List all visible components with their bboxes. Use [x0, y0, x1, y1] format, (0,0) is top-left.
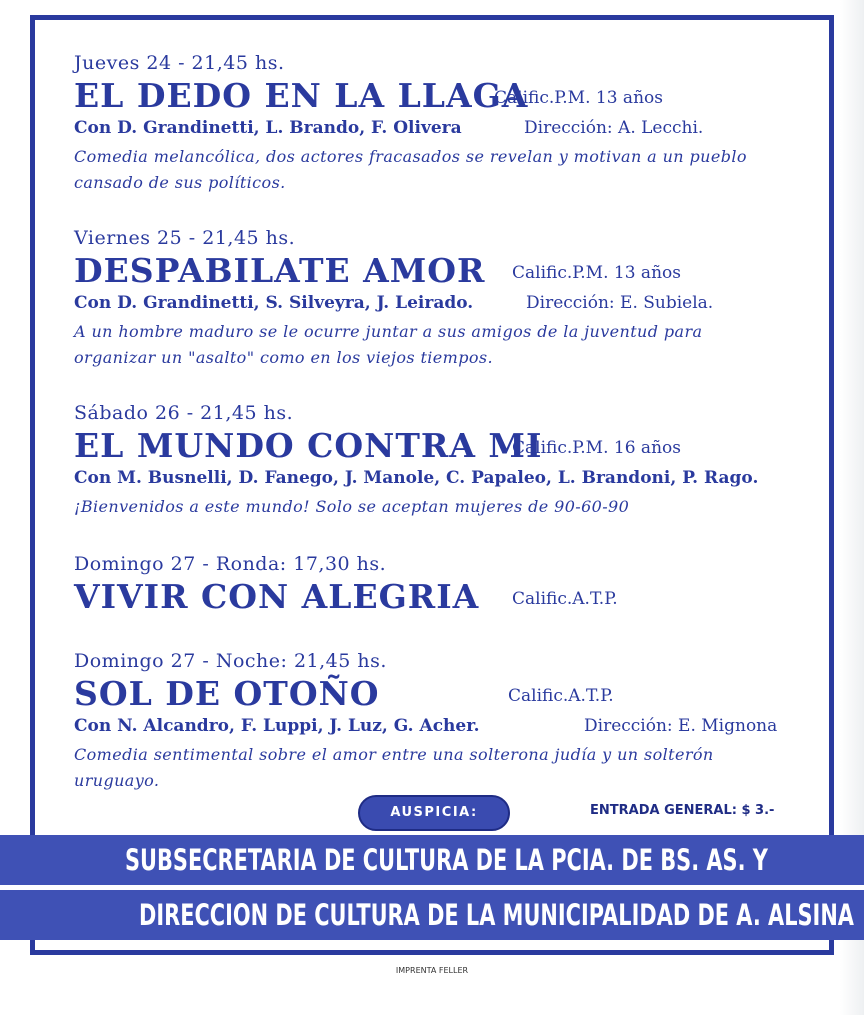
event-date: Domingo 27 - Noche: 21,45 hs.: [74, 650, 387, 672]
event-title: EL DEDO EN LA LLAGA: [74, 76, 529, 115]
event-date: Domingo 27 - Ronda: 17,30 hs.: [74, 553, 387, 575]
event-listing: [74, 650, 778, 794]
event-date: Sábado 26 - 21,45 hs.: [74, 402, 294, 424]
sponsor-band-top: [0, 835, 864, 885]
admission-price: ENTRADA GENERAL: $ 3.-: [590, 803, 775, 818]
event-title-row: [74, 424, 774, 468]
event-title: SOL DE OTOÑO: [74, 674, 380, 713]
event-title: DESPABILATE AMOR: [74, 251, 486, 290]
event-director: Dirección: E. Mignona: [584, 716, 778, 736]
event-listing: [74, 553, 618, 619]
sponsor-band-bottom: [0, 890, 864, 940]
event-director: Dirección: E. Subiela.: [526, 293, 714, 313]
event-description: ¡Bienvenidos a este mundo! Solo se aceptan mujeres de 90-60-90: [74, 497, 630, 516]
event-cast: Con N. Alcandro, F. Luppi, J. Luz, G. Acher.: [74, 716, 480, 736]
event-title-row: [74, 74, 774, 118]
event-title-row: [74, 672, 774, 716]
event-rating: Calific.A.T.P.: [512, 589, 618, 609]
event-description: A un hombre maduro se le ocurre juntar a sus amigos de la juventud para organizar un "asalto" como en los viejos tiempos.: [74, 322, 703, 367]
sponsor-line-1: SUBSECRETARIA DE CULTURA DE LA PCIA. DE BS. AS. Y: [125, 843, 768, 877]
event-date: Jueves 24 - 21,45 hs.: [74, 52, 285, 74]
event-rating: Calific.P.M. 16 años: [512, 438, 681, 458]
event-cast-row: [74, 468, 774, 494]
event-cast: Con D. Grandinetti, L. Brando, F. Olivera: [74, 118, 462, 138]
event-listing: [74, 402, 774, 520]
event-rating: Calific.P.M. 13 años: [494, 88, 663, 108]
event-director: Dirección: A. Lecchi.: [524, 118, 704, 138]
printer-credit: IMPRENTA FELLER: [395, 966, 469, 975]
auspicia-badge: AUSPICIA:: [358, 795, 510, 831]
event-title: VIVIR CON ALEGRIA: [74, 577, 480, 616]
sponsor-line-2: DIRECCION DE CULTURA DE LA MUNICIPALIDAD DE A. ALSINA: [139, 898, 854, 932]
event-description: Comedia sentimental sobre el amor entre una solterona judía y un solterón uruguayo.: [74, 745, 714, 790]
event-title: EL MUNDO CONTRA MI: [74, 426, 543, 465]
event-date: Viernes 25 - 21,45 hs.: [74, 227, 296, 249]
event-cast: Con D. Grandinetti, S. Silveyra, J. Leirado.: [74, 293, 474, 313]
event-rating: Calific.P.M. 13 años: [512, 263, 681, 283]
event-rating: Calific.A.T.P.: [508, 686, 614, 706]
event-description: Comedia melancólica, dos actores fracasados se revelan y motivan a un pueblo cansado de sus políticos.: [74, 147, 747, 192]
event-cast-row: [74, 716, 778, 742]
event-cast-row: [74, 118, 774, 144]
event-listing: [74, 52, 774, 196]
event-cast: Con M. Busnelli, D. Fanego, J. Manole, C. Papaleo, L. Brandoni, P. Rago.: [74, 468, 759, 488]
event-cast-row: [74, 293, 774, 319]
event-title-row: [74, 249, 774, 293]
event-listing: [74, 227, 774, 371]
event-title-row: [74, 575, 618, 619]
